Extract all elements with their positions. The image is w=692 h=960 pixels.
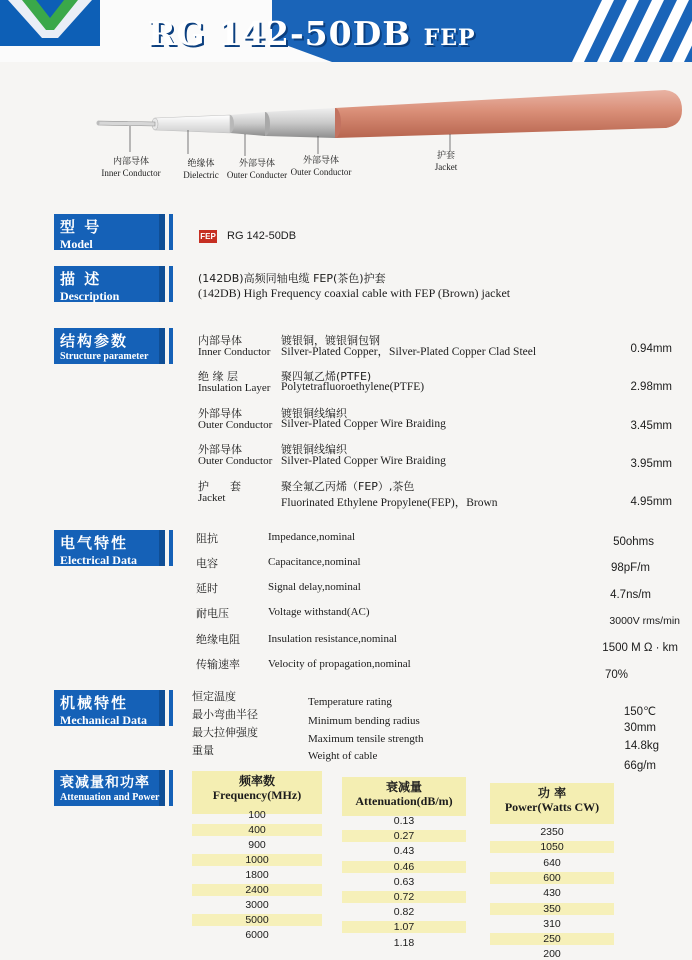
electrical-value: 70%: [604, 669, 628, 681]
table-cell-frequency: 2400: [192, 884, 322, 896]
structure-value: 4.95mm: [630, 496, 672, 508]
section-tab-mechanical: 机械特性 Mechanical Data: [54, 690, 165, 726]
structure-label-zh: 护 套: [198, 480, 241, 493]
structure-material-en: Polytetrafluoroethylene(PTFE): [281, 381, 425, 393]
structure-material-zh: 聚全氟乙丙烯（FEP）,茶色: [281, 480, 415, 493]
electrical-value: 50ohms: [613, 536, 654, 548]
structure-value: 2.98mm: [630, 381, 672, 393]
structure-label-zh: 内部导体: [198, 334, 242, 347]
table-cell-power: 430: [543, 887, 561, 900]
label-jacket: 护套 Jacket: [434, 151, 458, 172]
section-tab-description: 描 述 Description: [54, 266, 165, 302]
electrical-label-en: Signal delay,nominal: [268, 581, 361, 593]
column-header-frequency: 频率数 Frequency(MHz): [192, 771, 322, 814]
table-cell-frequency: 6000: [245, 929, 269, 941]
mechanical-label-zh: 重量: [192, 744, 214, 757]
table-cell-power: 2350: [540, 826, 564, 838]
structure-label-en: Insulation Layer: [198, 382, 271, 394]
page-title: RG 142-50DB FEP: [148, 14, 476, 53]
company-logo: [0, 0, 100, 46]
label-dielectric: 绝缘体 Dielectric: [183, 159, 219, 180]
electrical-label-zh: 延时: [196, 582, 218, 595]
description-en: (142DB) High Frequency coaxial cable with FEP (Brown) jacket: [198, 286, 511, 300]
section-tab-electrical: 电气特性 Electrical Data: [54, 530, 165, 566]
table-cell-frequency: 1000: [192, 854, 322, 866]
table-cell-power: 640: [543, 856, 561, 869]
table-cell-attenuation: 0.27: [342, 830, 466, 842]
structure-material-zh: 聚四氟乙烯(PTFE): [281, 370, 372, 383]
structure-material-en: Fluorinated Ethylene Propylene(FEP)，Brown: [281, 497, 498, 509]
mechanical-value: 30mm: [624, 722, 656, 734]
label-outer-conductor: 外部导体 Outer Conductor: [290, 156, 352, 177]
mechanical-value: 66g/m: [624, 760, 656, 772]
section-tab-model: 型 号 Model: [54, 214, 165, 250]
table-cell-attenuation: 0.46: [342, 861, 466, 873]
structure-material-en: Silver-Plated Copper，Silver-Plated Copper Clad Steel: [281, 346, 537, 358]
model-name: RG 142-50DB: [227, 230, 297, 242]
structure-material-zh: 镀银铜线编织: [281, 443, 347, 456]
structure-label-zh: 外部导体: [198, 443, 242, 456]
mechanical-label-en: Weight of cable: [308, 750, 378, 762]
header-band: [0, 0, 692, 62]
structure-label-en: Outer Conductor: [198, 419, 273, 431]
structure-material-zh: 镀银铜，镀银铜包钢: [281, 334, 380, 347]
table-cell-attenuation: 0.63: [393, 875, 415, 888]
table-cell-power: 310: [543, 917, 561, 930]
table-cell-attenuation: 1.18: [393, 936, 415, 949]
table-cell-power: 1050: [490, 841, 614, 853]
mechanical-label-zh: 恒定温度: [192, 690, 236, 703]
table-cell-frequency: 400: [192, 824, 322, 836]
structure-label-en: Jacket: [198, 492, 226, 504]
table-cell-attenuation: 0.82: [393, 906, 415, 919]
structure-label-en: Inner Conductor: [198, 346, 271, 358]
mechanical-label-zh: 最小弯曲半径: [192, 708, 258, 721]
electrical-value: 1500 M Ω · km: [602, 642, 678, 654]
electrical-label-en: Velocity of propagation,nominal: [268, 658, 411, 670]
mechanical-value: 150℃: [623, 706, 656, 718]
section-tab-structure: 结构参数 Structure parameter: [54, 328, 165, 364]
description-zh: (142DB)高频同轴电缆 FEP(茶色)护套: [198, 272, 386, 285]
label-inner-conductor: 内部导体 Inner Conductor: [101, 157, 161, 178]
cable-illustration: [90, 80, 690, 160]
electrical-value: 4.7ns/m: [610, 589, 651, 601]
table-cell-frequency: 100: [248, 809, 266, 821]
table-cell-attenuation: 1.07: [342, 921, 466, 933]
table-cell-frequency: 5000: [192, 914, 322, 926]
table-cell-frequency: 1800: [245, 869, 269, 881]
structure-material-en: Silver-Plated Copper Wire Braiding: [281, 455, 446, 467]
mechanical-label-en: Maximum tensile strength: [308, 733, 424, 745]
electrical-label-en: Insulation resistance,nominal: [268, 633, 397, 645]
mechanical-value: 14.8kg: [624, 740, 659, 752]
table-cell-attenuation: 0.72: [342, 891, 466, 903]
section-tab-attenuation: 衰减量和功率 Attenuation and Power: [54, 770, 165, 806]
column-header-attenuation: 衰减量 Attenuation(dB/m): [342, 777, 466, 816]
table-cell-power: 200: [543, 948, 561, 960]
electrical-label-en: Impedance,nominal: [268, 531, 356, 543]
column-header-power: 功 率 Power(Watts CW): [490, 783, 614, 824]
structure-value: 3.45mm: [630, 420, 672, 432]
table-cell-frequency: 900: [248, 839, 266, 851]
table-cell-attenuation: 0.13: [393, 815, 415, 827]
electrical-label-zh: 阻抗: [196, 532, 218, 545]
label-outer-conducter: 外部导体 Outer Conducter: [226, 159, 288, 180]
table-cell-power: 350: [490, 903, 614, 915]
structure-material-en: Silver-Plated Copper Wire Braiding: [281, 418, 446, 430]
structure-label-zh: 绝 缘 层: [198, 370, 238, 383]
structure-value: 0.94mm: [630, 343, 672, 355]
table-cell-power: 250: [490, 933, 614, 945]
electrical-value: 3000V rms/min: [609, 615, 680, 627]
table-cell-attenuation: 0.43: [393, 845, 415, 858]
mechanical-label-zh: 最大拉伸强度: [192, 726, 258, 739]
structure-label-en: Outer Conductor: [198, 455, 273, 467]
fep-badge: FEP: [200, 232, 216, 241]
electrical-value: 98pF/m: [611, 562, 650, 574]
electrical-label-zh: 耐电压: [196, 607, 229, 620]
table-cell-power: 600: [490, 872, 614, 884]
mechanical-label-en: Temperature rating: [308, 696, 392, 708]
electrical-label-en: Voltage withstand(AC): [268, 606, 370, 618]
table-cell-frequency: 3000: [245, 899, 269, 911]
electrical-label-zh: 绝缘电阻: [196, 633, 240, 646]
electrical-label-zh: 传输速率: [196, 658, 240, 671]
structure-value: 3.95mm: [630, 458, 672, 470]
electrical-label-en: Capacitance,nominal: [268, 556, 361, 568]
electrical-label-zh: 电容: [196, 557, 218, 570]
mechanical-label-en: Minimum bending radius: [308, 715, 420, 727]
structure-material-zh: 镀银铜线编织: [281, 407, 347, 420]
structure-label-zh: 外部导体: [198, 407, 242, 420]
